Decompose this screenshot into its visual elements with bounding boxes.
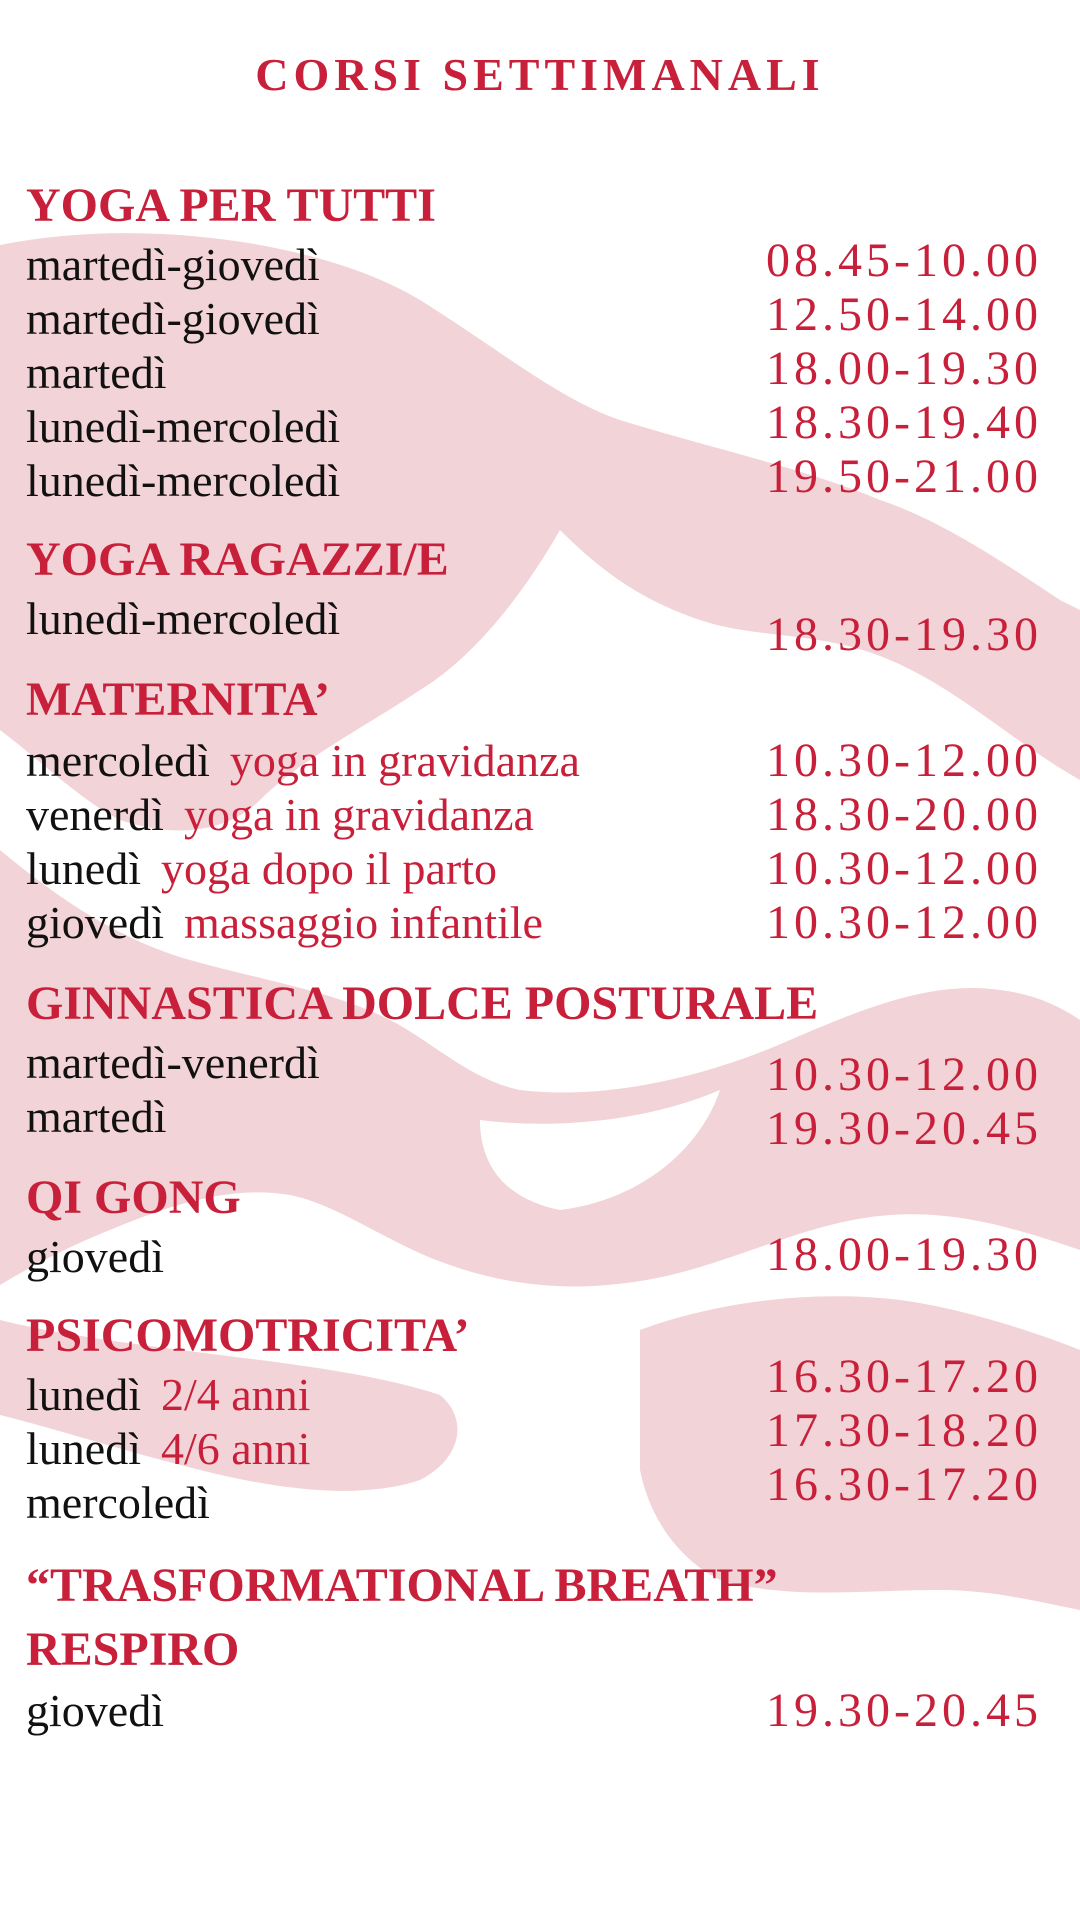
schedule-day: lunedì-mercoledì [26, 455, 341, 506]
course-note: 4/6 anni [160, 1423, 311, 1474]
schedule-day [26, 1368, 310, 1422]
schedule-time: 18.30-19.30 [766, 608, 1042, 661]
section-heading: PSICOMOTRICITA’ [26, 1309, 470, 1362]
schedule-time: 19.30-20.45 [766, 1102, 1042, 1155]
course-note: yoga dopo il parto [160, 843, 497, 894]
schedule-time: 18.00-19.30 [766, 342, 1042, 395]
course-note: yoga in gravidanza [229, 735, 580, 786]
schedule-time: 12.50-14.00 [766, 288, 1042, 341]
schedule-time: 16.30-17.20 [766, 1458, 1042, 1511]
section-subheading: RESPIRO [26, 1623, 240, 1676]
day-label: giovedì [26, 897, 164, 948]
day-label: mercoledì [26, 735, 210, 786]
schedule-time: 19.30-20.45 [766, 1684, 1042, 1737]
schedule-time: 10.30-12.00 [766, 1048, 1042, 1101]
schedule-time: 16.30-17.20 [766, 1350, 1042, 1403]
schedule-day: giovedì [26, 1231, 164, 1282]
schedule-day: martedì-giovedì [26, 239, 320, 290]
schedule-day [26, 734, 580, 788]
day-label: lunedì [26, 1423, 141, 1474]
schedule-day: mercoledì [26, 1477, 210, 1528]
schedule-time: 18.30-19.40 [766, 396, 1042, 449]
schedule-day: martedì [26, 347, 167, 398]
day-label: lunedì [26, 1369, 141, 1420]
course-note: massaggio infantile [183, 897, 543, 948]
schedule-day [26, 842, 497, 896]
schedule-time: 10.30-12.00 [766, 842, 1042, 895]
schedule-time: 08.45-10.00 [766, 234, 1042, 287]
section-heading: YOGA RAGAZZI/E [26, 533, 449, 586]
schedule-time: 10.30-12.00 [766, 896, 1042, 949]
course-note: yoga in gravidanza [183, 789, 534, 840]
schedule-day: martedì-giovedì [26, 293, 320, 344]
schedule-day: martedì-venerdì [26, 1037, 320, 1088]
schedule-time: 18.00-19.30 [766, 1228, 1042, 1281]
schedule-day [26, 1422, 310, 1476]
schedule-day: lunedì-mercoledì [26, 401, 341, 452]
page-title: CORSI SETTIMANALI [255, 49, 825, 100]
schedule-day: giovedì [26, 1685, 164, 1736]
section-heading: “TRASFORMATIONAL BREATH” [26, 1559, 778, 1612]
course-note: 2/4 anni [160, 1369, 311, 1420]
schedule-day [26, 788, 534, 842]
schedule-day: lunedì-mercoledì [26, 593, 341, 644]
schedule-time: 17.30-18.20 [766, 1404, 1042, 1457]
section-heading: YOGA PER TUTTI [26, 179, 436, 232]
schedule-day [26, 896, 543, 950]
section-heading: QI GONG [26, 1171, 241, 1224]
schedule-time: 19.50-21.00 [766, 450, 1042, 503]
section-heading: GINNASTICA DOLCE POSTURALE [26, 977, 819, 1030]
section-heading: MATERNITA’ [26, 673, 330, 726]
day-label: venerdì [26, 789, 164, 840]
schedule-day: martedì [26, 1091, 167, 1142]
schedule-time: 18.30-20.00 [766, 788, 1042, 841]
schedule-time: 10.30-12.00 [766, 734, 1042, 787]
day-label: lunedì [26, 843, 141, 894]
